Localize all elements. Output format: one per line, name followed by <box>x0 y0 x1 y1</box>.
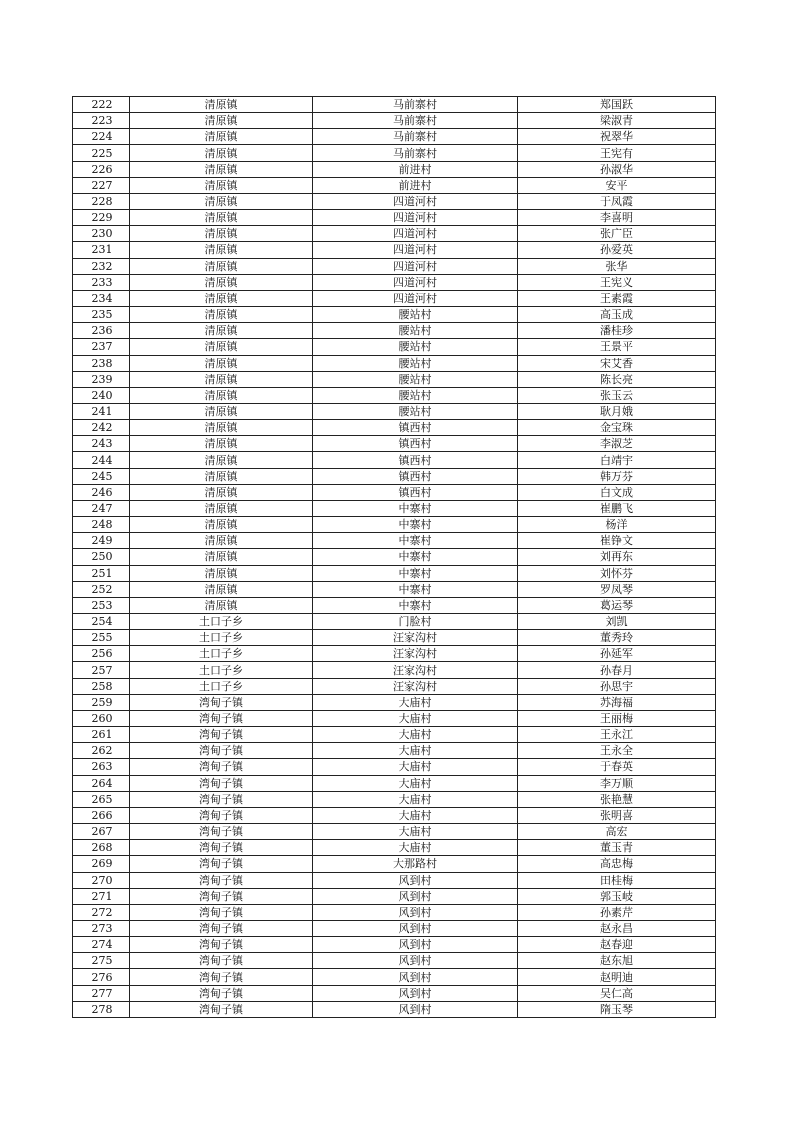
table-row <box>73 953 716 969</box>
township-cell: 清原镇 <box>130 420 313 436</box>
name-cell: 张广臣 <box>518 226 716 242</box>
township-cell: 清原镇 <box>130 452 313 468</box>
table-row <box>73 436 716 452</box>
row-number-cell: 224 <box>73 129 130 145</box>
name-cell: 李喜明 <box>518 210 716 226</box>
township-cell: 清原镇 <box>130 339 313 355</box>
township-cell: 清原镇 <box>130 323 313 339</box>
village-cell: 大庙村 <box>313 727 518 743</box>
row-number-cell: 242 <box>73 420 130 436</box>
name-cell: 金宝珠 <box>518 420 716 436</box>
village-cell: 风到村 <box>313 937 518 953</box>
township-cell: 湾甸子镇 <box>130 937 313 953</box>
township-cell: 湾甸子镇 <box>130 953 313 969</box>
township-cell: 清原镇 <box>130 258 313 274</box>
township-cell: 土口子乡 <box>130 630 313 646</box>
name-cell: 耿月娥 <box>518 403 716 419</box>
name-cell: 张玉云 <box>518 387 716 403</box>
name-cell: 吴仁高 <box>518 985 716 1001</box>
township-cell: 土口子乡 <box>130 614 313 630</box>
village-cell: 大庙村 <box>313 694 518 710</box>
village-cell: 前进村 <box>313 161 518 177</box>
table-row <box>73 872 716 888</box>
name-cell: 白靖宇 <box>518 452 716 468</box>
row-number-cell: 231 <box>73 242 130 258</box>
name-cell: 王素霞 <box>518 290 716 306</box>
township-cell: 清原镇 <box>130 565 313 581</box>
village-cell: 四道河村 <box>313 193 518 209</box>
table-row <box>73 646 716 662</box>
row-number-cell: 232 <box>73 258 130 274</box>
table-row <box>73 888 716 904</box>
village-cell: 中寨村 <box>313 565 518 581</box>
township-cell: 湾甸子镇 <box>130 710 313 726</box>
name-cell: 赵永昌 <box>518 920 716 936</box>
village-cell: 大庙村 <box>313 743 518 759</box>
township-cell: 湾甸子镇 <box>130 759 313 775</box>
village-cell: 四道河村 <box>313 258 518 274</box>
township-cell: 湾甸子镇 <box>130 807 313 823</box>
township-cell: 清原镇 <box>130 290 313 306</box>
table-row <box>73 452 716 468</box>
name-cell: 杨洋 <box>518 517 716 533</box>
name-cell: 孙素芹 <box>518 904 716 920</box>
name-cell: 郭玉岐 <box>518 888 716 904</box>
name-cell: 孙延军 <box>518 646 716 662</box>
township-cell: 湾甸子镇 <box>130 727 313 743</box>
name-cell: 刘凯 <box>518 614 716 630</box>
village-cell: 四道河村 <box>313 274 518 290</box>
village-cell: 中寨村 <box>313 533 518 549</box>
township-cell: 清原镇 <box>130 581 313 597</box>
table-row <box>73 710 716 726</box>
row-number-cell: 234 <box>73 290 130 306</box>
village-cell: 汪家沟村 <box>313 662 518 678</box>
name-cell: 崔铮文 <box>518 533 716 549</box>
table-row <box>73 113 716 129</box>
township-cell: 湾甸子镇 <box>130 743 313 759</box>
table-row <box>73 1001 716 1017</box>
row-number-cell: 233 <box>73 274 130 290</box>
table-row <box>73 533 716 549</box>
table-row <box>73 662 716 678</box>
village-cell: 大那路村 <box>313 856 518 872</box>
township-cell: 湾甸子镇 <box>130 775 313 791</box>
name-cell: 董玉青 <box>518 840 716 856</box>
row-number-cell: 258 <box>73 678 130 694</box>
row-number-cell: 245 <box>73 468 130 484</box>
row-number-cell: 223 <box>73 113 130 129</box>
table-row <box>73 307 716 323</box>
table-row <box>73 775 716 791</box>
name-cell: 安平 <box>518 177 716 193</box>
township-cell: 湾甸子镇 <box>130 872 313 888</box>
row-number-cell: 239 <box>73 371 130 387</box>
township-cell: 清原镇 <box>130 242 313 258</box>
township-cell: 湾甸子镇 <box>130 904 313 920</box>
row-number-cell: 277 <box>73 985 130 1001</box>
table-row <box>73 129 716 145</box>
name-cell: 李万顺 <box>518 775 716 791</box>
village-cell: 门脸村 <box>313 614 518 630</box>
name-cell: 苏海福 <box>518 694 716 710</box>
name-cell: 于春英 <box>518 759 716 775</box>
name-cell: 高忠梅 <box>518 856 716 872</box>
village-cell: 中寨村 <box>313 549 518 565</box>
name-cell: 张艳慧 <box>518 791 716 807</box>
row-number-cell: 249 <box>73 533 130 549</box>
table-row <box>73 484 716 500</box>
name-cell: 郑国跃 <box>518 97 716 113</box>
table-row <box>73 500 716 516</box>
township-cell: 湾甸子镇 <box>130 694 313 710</box>
row-number-cell: 252 <box>73 581 130 597</box>
row-number-cell: 240 <box>73 387 130 403</box>
table-row <box>73 517 716 533</box>
name-cell: 祝翠华 <box>518 129 716 145</box>
table-row <box>73 824 716 840</box>
name-cell: 王宪义 <box>518 274 716 290</box>
township-cell: 土口子乡 <box>130 646 313 662</box>
village-cell: 中寨村 <box>313 517 518 533</box>
village-cell: 中寨村 <box>313 597 518 613</box>
row-number-cell: 244 <box>73 452 130 468</box>
township-cell: 清原镇 <box>130 307 313 323</box>
row-number-cell: 235 <box>73 307 130 323</box>
name-cell: 李淑芝 <box>518 436 716 452</box>
village-cell: 汪家沟村 <box>313 630 518 646</box>
village-cell: 风到村 <box>313 969 518 985</box>
row-number-cell: 253 <box>73 597 130 613</box>
township-cell: 清原镇 <box>130 549 313 565</box>
table-row <box>73 840 716 856</box>
row-number-cell: 270 <box>73 872 130 888</box>
village-cell: 腰站村 <box>313 371 518 387</box>
table-row <box>73 210 716 226</box>
village-cell: 大庙村 <box>313 824 518 840</box>
roster-table <box>72 96 716 1018</box>
township-cell: 湾甸子镇 <box>130 969 313 985</box>
village-cell: 风到村 <box>313 920 518 936</box>
table-row <box>73 743 716 759</box>
table-row <box>73 193 716 209</box>
township-cell: 清原镇 <box>130 274 313 290</box>
row-number-cell: 227 <box>73 177 130 193</box>
table-row <box>73 420 716 436</box>
village-cell: 腰站村 <box>313 387 518 403</box>
name-cell: 高玉成 <box>518 307 716 323</box>
row-number-cell: 264 <box>73 775 130 791</box>
row-number-cell: 260 <box>73 710 130 726</box>
name-cell: 刘再东 <box>518 549 716 565</box>
name-cell: 董秀玲 <box>518 630 716 646</box>
row-number-cell: 254 <box>73 614 130 630</box>
name-cell: 潘桂珍 <box>518 323 716 339</box>
row-number-cell: 273 <box>73 920 130 936</box>
township-cell: 湾甸子镇 <box>130 840 313 856</box>
table-row <box>73 614 716 630</box>
village-cell: 四道河村 <box>313 290 518 306</box>
name-cell: 罗凤琴 <box>518 581 716 597</box>
village-cell: 大庙村 <box>313 759 518 775</box>
township-cell: 清原镇 <box>130 387 313 403</box>
name-cell: 王永江 <box>518 727 716 743</box>
name-cell: 刘怀芬 <box>518 565 716 581</box>
township-cell: 湾甸子镇 <box>130 1001 313 1017</box>
name-cell: 韩万芬 <box>518 468 716 484</box>
village-cell: 风到村 <box>313 872 518 888</box>
row-number-cell: 256 <box>73 646 130 662</box>
township-cell: 土口子乡 <box>130 662 313 678</box>
table-row <box>73 339 716 355</box>
township-cell: 清原镇 <box>130 193 313 209</box>
village-cell: 风到村 <box>313 985 518 1001</box>
village-cell: 镇西村 <box>313 452 518 468</box>
table-row <box>73 630 716 646</box>
row-number-cell: 266 <box>73 807 130 823</box>
row-number-cell: 275 <box>73 953 130 969</box>
village-cell: 风到村 <box>313 904 518 920</box>
name-cell: 崔鹏飞 <box>518 500 716 516</box>
roster-table-body <box>73 97 716 1018</box>
row-number-cell: 229 <box>73 210 130 226</box>
township-cell: 清原镇 <box>130 97 313 113</box>
township-cell: 清原镇 <box>130 371 313 387</box>
table-row <box>73 323 716 339</box>
table-row <box>73 97 716 113</box>
row-number-cell: 243 <box>73 436 130 452</box>
village-cell: 大庙村 <box>313 807 518 823</box>
township-cell: 清原镇 <box>130 517 313 533</box>
township-cell: 清原镇 <box>130 533 313 549</box>
village-cell: 腰站村 <box>313 339 518 355</box>
township-cell: 清原镇 <box>130 403 313 419</box>
table-row <box>73 807 716 823</box>
row-number-cell: 237 <box>73 339 130 355</box>
township-cell: 土口子乡 <box>130 678 313 694</box>
village-cell: 大庙村 <box>313 775 518 791</box>
village-cell: 风到村 <box>313 953 518 969</box>
row-number-cell: 268 <box>73 840 130 856</box>
row-number-cell: 246 <box>73 484 130 500</box>
township-cell: 清原镇 <box>130 226 313 242</box>
township-cell: 清原镇 <box>130 355 313 371</box>
name-cell: 葛运琴 <box>518 597 716 613</box>
name-cell: 王丽梅 <box>518 710 716 726</box>
village-cell: 腰站村 <box>313 355 518 371</box>
row-number-cell: 230 <box>73 226 130 242</box>
row-number-cell: 259 <box>73 694 130 710</box>
table-row <box>73 290 716 306</box>
name-cell: 孙思宇 <box>518 678 716 694</box>
table-row <box>73 985 716 1001</box>
village-cell: 镇西村 <box>313 420 518 436</box>
row-number-cell: 276 <box>73 969 130 985</box>
name-cell: 孙爱英 <box>518 242 716 258</box>
township-cell: 清原镇 <box>130 161 313 177</box>
row-number-cell: 257 <box>73 662 130 678</box>
township-cell: 清原镇 <box>130 484 313 500</box>
table-row <box>73 242 716 258</box>
table-row <box>73 177 716 193</box>
village-cell: 风到村 <box>313 888 518 904</box>
row-number-cell: 251 <box>73 565 130 581</box>
table-row <box>73 355 716 371</box>
township-cell: 湾甸子镇 <box>130 920 313 936</box>
name-cell: 陈长亮 <box>518 371 716 387</box>
table-row <box>73 387 716 403</box>
table-row <box>73 468 716 484</box>
table-row <box>73 549 716 565</box>
township-cell: 清原镇 <box>130 597 313 613</box>
name-cell: 白文成 <box>518 484 716 500</box>
village-cell: 马前寨村 <box>313 129 518 145</box>
row-number-cell: 228 <box>73 193 130 209</box>
township-cell: 清原镇 <box>130 500 313 516</box>
name-cell: 赵明迪 <box>518 969 716 985</box>
row-number-cell: 222 <box>73 97 130 113</box>
village-cell: 马前寨村 <box>313 113 518 129</box>
village-cell: 四道河村 <box>313 210 518 226</box>
township-cell: 清原镇 <box>130 468 313 484</box>
township-cell: 清原镇 <box>130 210 313 226</box>
name-cell: 隋玉琴 <box>518 1001 716 1017</box>
name-cell: 高宏 <box>518 824 716 840</box>
table-row <box>73 597 716 613</box>
table-row <box>73 904 716 920</box>
name-cell: 梁淑青 <box>518 113 716 129</box>
village-cell: 腰站村 <box>313 403 518 419</box>
row-number-cell: 261 <box>73 727 130 743</box>
township-cell: 清原镇 <box>130 145 313 161</box>
name-cell: 孙春月 <box>518 662 716 678</box>
village-cell: 马前寨村 <box>313 145 518 161</box>
table-row <box>73 937 716 953</box>
village-cell: 风到村 <box>313 1001 518 1017</box>
row-number-cell: 271 <box>73 888 130 904</box>
table-row <box>73 371 716 387</box>
village-cell: 腰站村 <box>313 323 518 339</box>
village-cell: 腰站村 <box>313 307 518 323</box>
row-number-cell: 274 <box>73 937 130 953</box>
village-cell: 四道河村 <box>313 242 518 258</box>
name-cell: 赵东旭 <box>518 953 716 969</box>
village-cell: 中寨村 <box>313 581 518 597</box>
township-cell: 湾甸子镇 <box>130 856 313 872</box>
row-number-cell: 272 <box>73 904 130 920</box>
row-number-cell: 263 <box>73 759 130 775</box>
name-cell: 孙淑华 <box>518 161 716 177</box>
table-row <box>73 226 716 242</box>
table-row <box>73 145 716 161</box>
row-number-cell: 236 <box>73 323 130 339</box>
township-cell: 湾甸子镇 <box>130 824 313 840</box>
row-number-cell: 250 <box>73 549 130 565</box>
township-cell: 清原镇 <box>130 113 313 129</box>
table-row <box>73 759 716 775</box>
name-cell: 于凤霞 <box>518 193 716 209</box>
village-cell: 前进村 <box>313 177 518 193</box>
table-row <box>73 565 716 581</box>
table-row <box>73 258 716 274</box>
name-cell: 田桂梅 <box>518 872 716 888</box>
township-cell: 湾甸子镇 <box>130 791 313 807</box>
village-cell: 马前寨村 <box>313 97 518 113</box>
row-number-cell: 247 <box>73 500 130 516</box>
table-row <box>73 678 716 694</box>
name-cell: 宋艾香 <box>518 355 716 371</box>
table-row <box>73 856 716 872</box>
row-number-cell: 265 <box>73 791 130 807</box>
row-number-cell: 225 <box>73 145 130 161</box>
village-cell: 汪家沟村 <box>313 646 518 662</box>
township-cell: 湾甸子镇 <box>130 888 313 904</box>
village-cell: 镇西村 <box>313 484 518 500</box>
row-number-cell: 262 <box>73 743 130 759</box>
row-number-cell: 278 <box>73 1001 130 1017</box>
table-row <box>73 969 716 985</box>
township-cell: 湾甸子镇 <box>130 985 313 1001</box>
table-row <box>73 274 716 290</box>
township-cell: 清原镇 <box>130 436 313 452</box>
row-number-cell: 248 <box>73 517 130 533</box>
table-row <box>73 161 716 177</box>
row-number-cell: 267 <box>73 824 130 840</box>
name-cell: 张明喜 <box>518 807 716 823</box>
name-cell: 赵春迎 <box>518 937 716 953</box>
village-cell: 镇西村 <box>313 468 518 484</box>
village-cell: 大庙村 <box>313 791 518 807</box>
name-cell: 王永全 <box>518 743 716 759</box>
row-number-cell: 241 <box>73 403 130 419</box>
name-cell: 王景平 <box>518 339 716 355</box>
row-number-cell: 238 <box>73 355 130 371</box>
township-cell: 清原镇 <box>130 177 313 193</box>
name-cell: 王宪有 <box>518 145 716 161</box>
village-cell: 大庙村 <box>313 840 518 856</box>
village-cell: 镇西村 <box>313 436 518 452</box>
row-number-cell: 226 <box>73 161 130 177</box>
table-row <box>73 920 716 936</box>
row-number-cell: 269 <box>73 856 130 872</box>
name-cell: 张华 <box>518 258 716 274</box>
table-row <box>73 727 716 743</box>
table-row <box>73 694 716 710</box>
village-cell: 中寨村 <box>313 500 518 516</box>
township-cell: 清原镇 <box>130 129 313 145</box>
village-cell: 大庙村 <box>313 710 518 726</box>
village-cell: 汪家沟村 <box>313 678 518 694</box>
row-number-cell: 255 <box>73 630 130 646</box>
table-row <box>73 403 716 419</box>
table-row <box>73 791 716 807</box>
village-cell: 四道河村 <box>313 226 518 242</box>
table-row <box>73 581 716 597</box>
